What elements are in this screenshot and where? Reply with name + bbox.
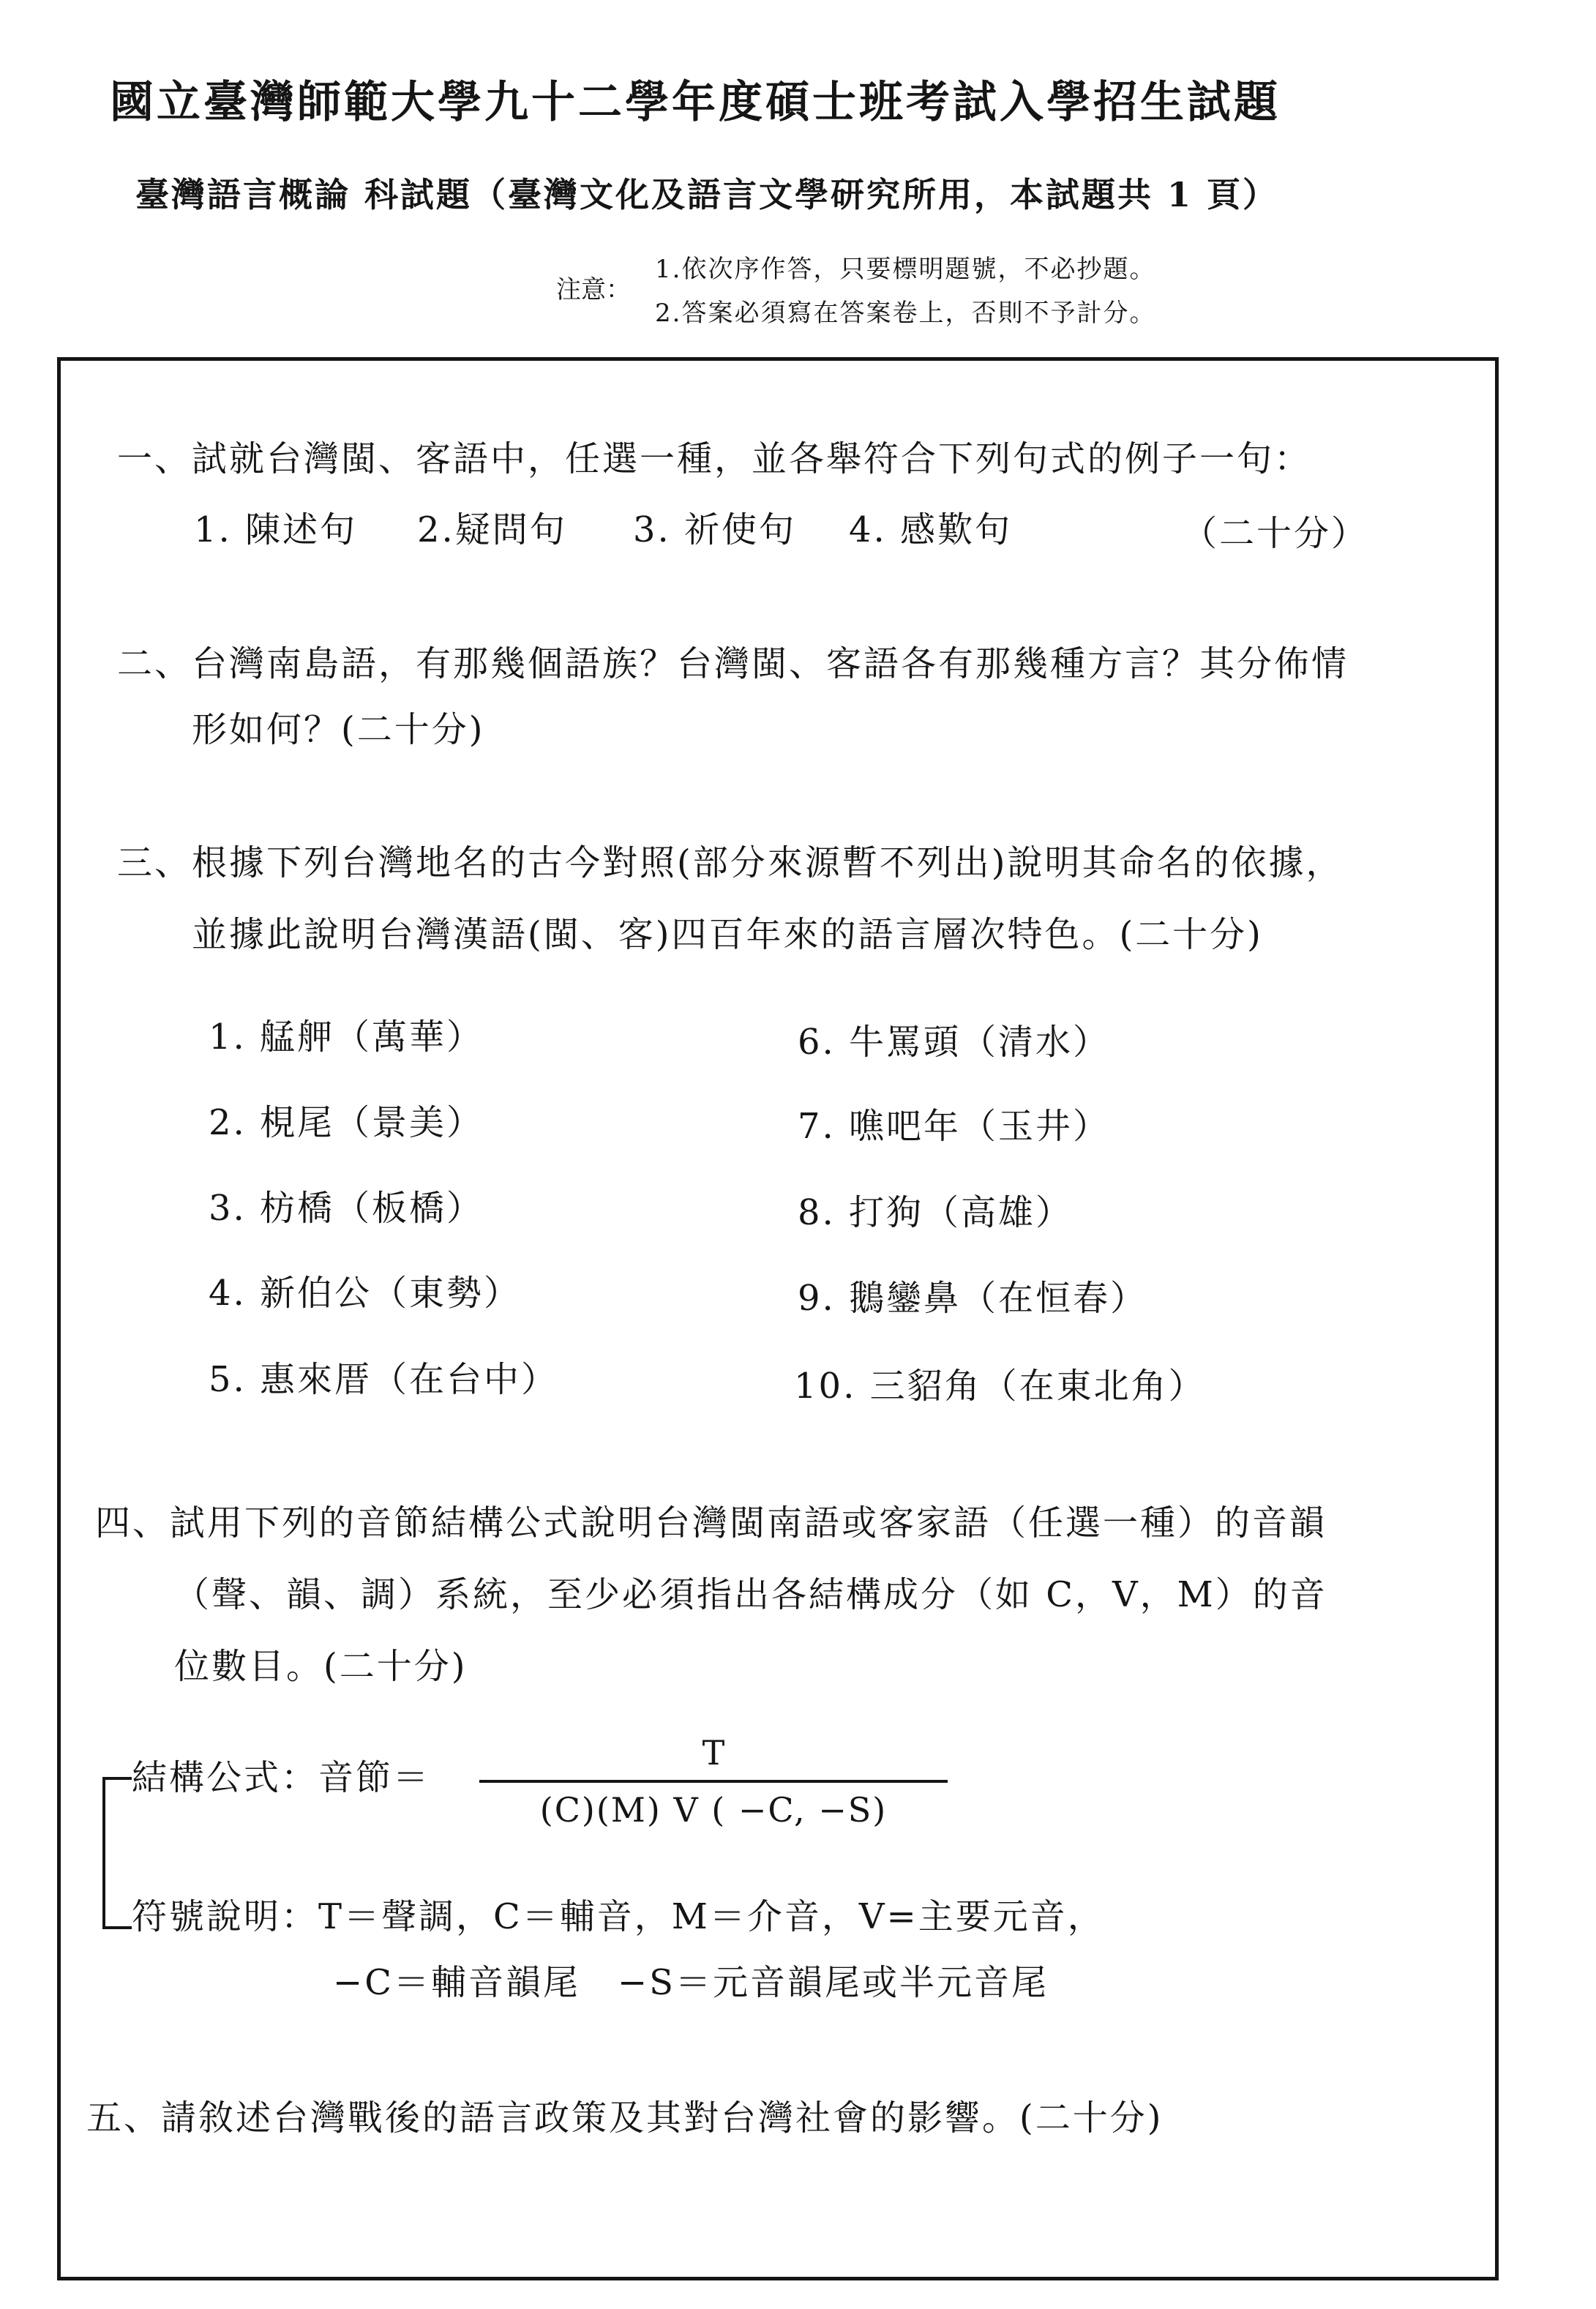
formula-numerator: T xyxy=(702,1733,725,1773)
q4-line-2: （聲、韻、調）系統，至少必須指出各結構成分（如 C，V，M）的音 xyxy=(174,1574,1327,1615)
q3-right-item-9: 9. 鵝鑾鼻（在恒春） xyxy=(798,1278,1148,1319)
q1-line-1: 一、試就台灣閩、客語中，任選一種，並各舉符合下列句式的例子一句： xyxy=(117,438,1312,479)
exam-subtitle: 臺灣語言概論 科試題（臺灣文化及語言文學研究所用，本試題共 1 頁） xyxy=(135,175,1279,214)
fraction-bar xyxy=(479,1780,948,1783)
q2-line-1: 二、台灣南島語，有那幾個語族？台灣閩、客語各有那幾種方言？其分佈情 xyxy=(117,643,1349,684)
q3-right-item-7: 7. 噍吧年（玉井） xyxy=(798,1106,1111,1147)
exam-title: 國立臺灣師範大學九十二學年度碩士班考試入學招生試題 xyxy=(110,77,1281,128)
q3-left-item-1: 1. 艋舺（萬華） xyxy=(209,1017,484,1058)
formula-denominator: (C)(M) V ( −C, −S) xyxy=(539,1790,888,1830)
q3-right-item-6: 6. 牛罵頭（清水） xyxy=(798,1022,1111,1063)
q3-line-2: 並據此說明台灣漢語(閩、客)四百年來的語言層次特色。(二十分) xyxy=(192,914,1263,955)
q3-line-1: 三、根據下列台灣地名的古今對照(部分來源暫不列出)說明其命名的依據， xyxy=(117,842,1344,883)
q3-right-item-10: 10. 三貂角（在東北角） xyxy=(794,1366,1206,1407)
symbols-line-1: 符號說明：T＝聲調，C＝輔音，M＝介音，V=主要元音， xyxy=(132,1896,1105,1937)
symbols-line-2: −C＝輔音韻尾 −S＝元音韻尾或半元音尾 xyxy=(333,1962,1049,2003)
q3-left-item-3: 3. 枋橋（板橋） xyxy=(209,1188,484,1229)
formula-bracket xyxy=(102,1777,132,1929)
formula-label: 結構公式：音節＝ xyxy=(132,1757,431,1798)
q1-option-3: 3. 祈使句 xyxy=(633,509,797,550)
q3-right-item-8: 8. 打狗（高雄） xyxy=(798,1192,1074,1233)
q4-line-1: 四、試用下列的音節結構公式說明台灣閩南語或客家語（任選一種）的音韻 xyxy=(95,1502,1327,1543)
q2-line-2: 形如何？(二十分) xyxy=(192,709,485,750)
formula-fraction xyxy=(479,1733,948,1830)
q1-option-2: 2.疑問句 xyxy=(417,509,567,550)
q1-option-1: 1. 陳述句 xyxy=(194,509,358,550)
q4-line-3: 位數目。(二十分) xyxy=(174,1646,468,1687)
q1-option-4: 4. 感歎句 xyxy=(849,509,1013,550)
notice-line-1: 1.依次序作答，只要標明題號，不必抄題。 xyxy=(655,255,1156,284)
q3-left-item-4: 4. 新伯公（東勢） xyxy=(209,1273,522,1314)
notice-label: 注意： xyxy=(556,275,631,304)
q3-left-item-5: 5. 惠來厝（在台中） xyxy=(209,1359,559,1400)
q1-score: （二十分） xyxy=(1182,513,1369,554)
notice-line-2: 2.答案必須寫在答案卷上，否則不予計分。 xyxy=(655,299,1156,328)
q3-left-item-2: 2. 梘尾（景美） xyxy=(209,1102,484,1143)
q5-line-1: 五、請敘述台灣戰後的語言政策及其對台灣社會的影響。(二十分) xyxy=(86,2097,1164,2138)
